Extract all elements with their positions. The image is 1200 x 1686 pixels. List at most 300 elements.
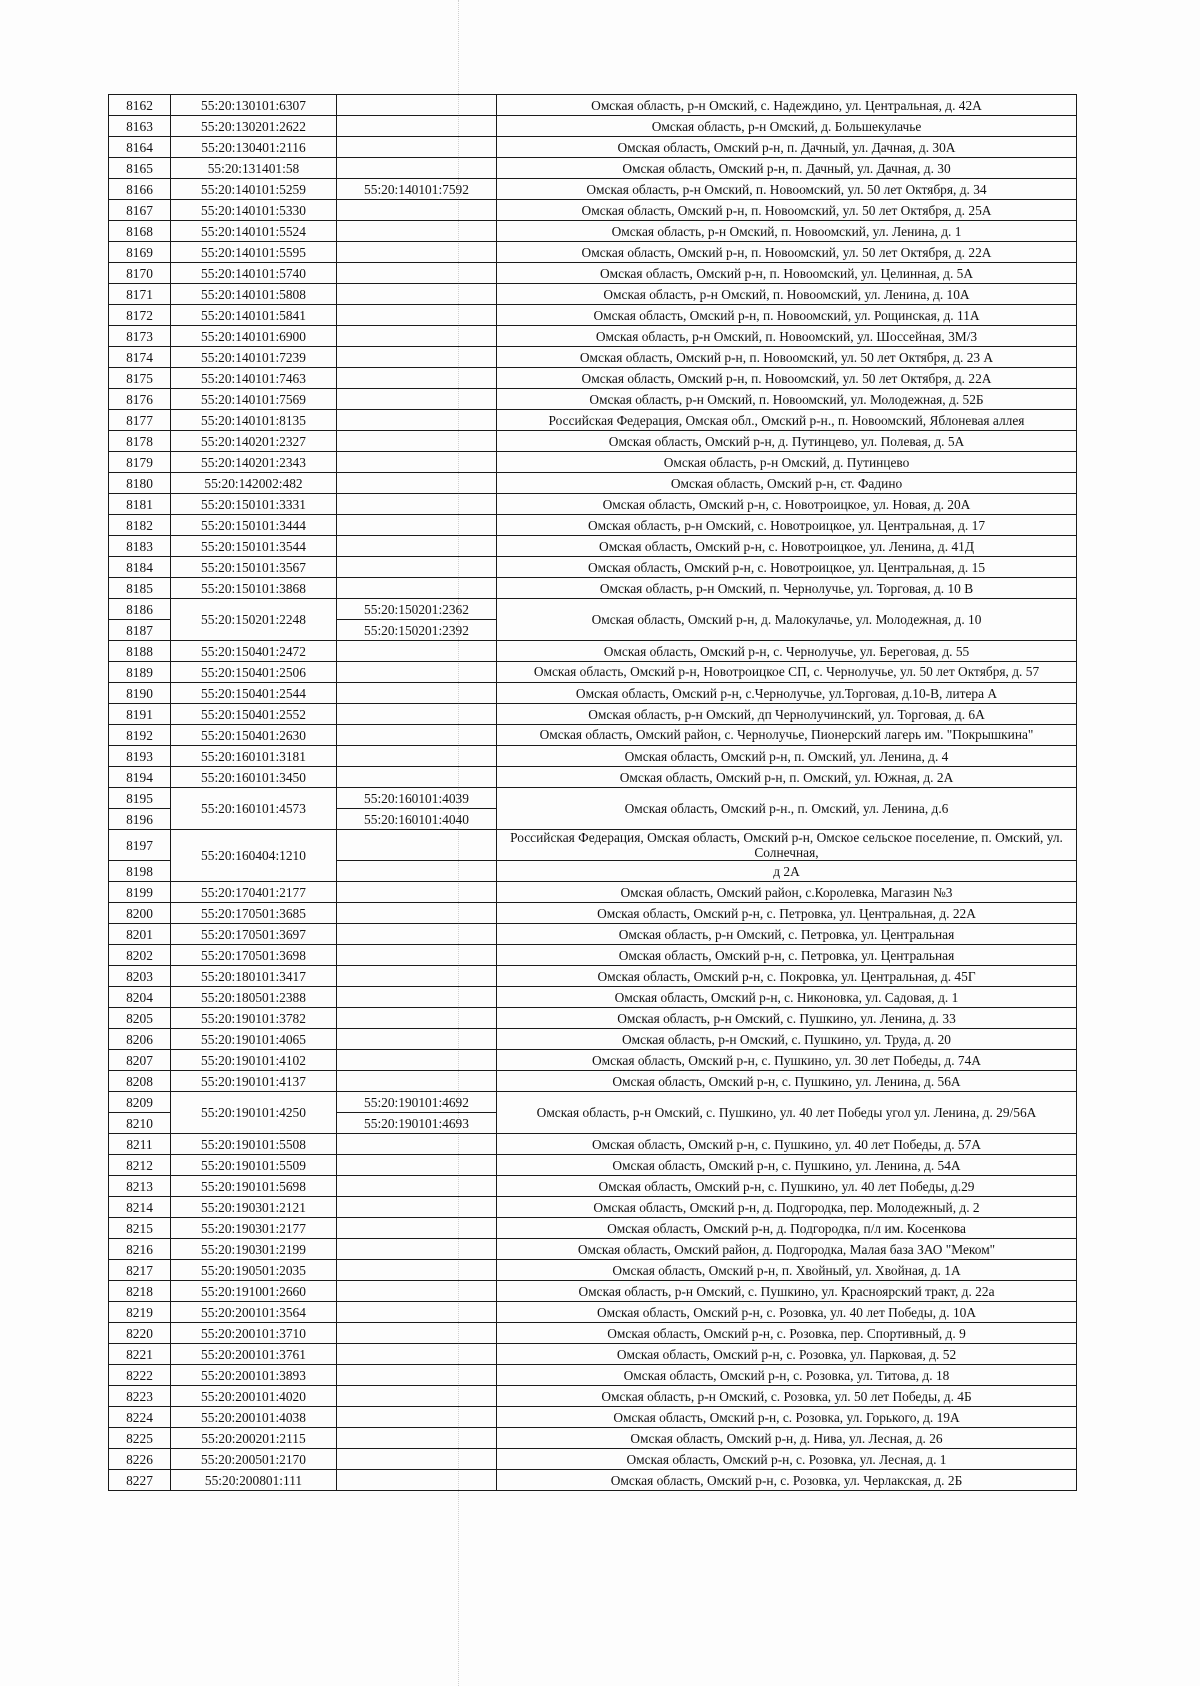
row-number: 8189 (109, 662, 171, 683)
address: Омская область, р-н Омский, с. Надеждино, ул. Центральная, д. 42А (497, 95, 1077, 116)
related-cadastral-number: 55:20:160101:4039 (337, 788, 497, 809)
table-row (109, 1050, 1077, 1071)
row-number: 8221 (109, 1344, 171, 1365)
row-number: 8184 (109, 557, 171, 578)
address: Омская область, Омский р-н, с. Новотроицкое, ул. Ленина, д. 41Д (497, 536, 1077, 557)
row-number: 8194 (109, 767, 171, 788)
row-number: 8168 (109, 221, 171, 242)
related-cadastral-number: 55:20:190101:4693 (337, 1113, 497, 1134)
address: Омская область, Омский р-н, п. Омский, ул. Ленина, д. 4 (497, 746, 1077, 767)
address: Омская область, Омский р-н, с. Розовка, ул. Титова, д. 18 (497, 1365, 1077, 1386)
row-number: 8187 (109, 620, 171, 641)
related-cadastral-number (337, 410, 497, 431)
row-number: 8169 (109, 242, 171, 263)
related-cadastral-number (337, 924, 497, 945)
cadastral-number: 55:20:190101:4065 (171, 1029, 337, 1050)
related-cadastral-number (337, 767, 497, 788)
related-cadastral-number (337, 284, 497, 305)
table-row (109, 137, 1077, 158)
cadastral-number: 55:20:150401:2506 (171, 662, 337, 683)
table-row (109, 1386, 1077, 1407)
address: Омская область, Омский р-н, п. Новоомский, ул. 50 лет Октября, д. 25А (497, 200, 1077, 221)
row-number: 8190 (109, 683, 171, 704)
related-cadastral-number (337, 1008, 497, 1029)
cadastral-number: 55:20:150101:3567 (171, 557, 337, 578)
row-number: 8208 (109, 1071, 171, 1092)
row-number: 8162 (109, 95, 171, 116)
cadastral-number: 55:20:160404:1210 (171, 830, 337, 882)
table-row (109, 662, 1077, 683)
row-number: 8188 (109, 641, 171, 662)
related-cadastral-number (337, 704, 497, 725)
cadastral-number: 55:20:130101:6307 (171, 95, 337, 116)
address: Омская область, Омский р-н, д. Подгородка, п/л им. Косенкова (497, 1218, 1077, 1239)
related-cadastral-number: 55:20:190101:4692 (337, 1092, 497, 1113)
registry-table (108, 94, 1077, 1491)
table-row (109, 347, 1077, 368)
row-number: 8197 (109, 830, 171, 861)
table-row (109, 1323, 1077, 1344)
related-cadastral-number (337, 1155, 497, 1176)
related-cadastral-number (337, 305, 497, 326)
related-cadastral-number (337, 200, 497, 221)
cadastral-number: 55:20:190301:2199 (171, 1239, 337, 1260)
table-row (109, 767, 1077, 788)
address: Российская Федерация, Омская область, Омский р-н, Омское сельское поселение, п. Омский, ул. Солнечная, (497, 830, 1077, 861)
cadastral-number: 55:20:150101:3331 (171, 494, 337, 515)
cadastral-number: 55:20:160101:4573 (171, 788, 337, 830)
related-cadastral-number (337, 1218, 497, 1239)
table-row (109, 263, 1077, 284)
related-cadastral-number (337, 903, 497, 924)
table-row (109, 179, 1077, 200)
related-cadastral-number: 55:20:140101:7592 (337, 179, 497, 200)
cadastral-number: 55:20:170501:3697 (171, 924, 337, 945)
cadastral-number: 55:20:200501:2170 (171, 1449, 337, 1470)
row-number: 8195 (109, 788, 171, 809)
related-cadastral-number (337, 473, 497, 494)
related-cadastral-number (337, 95, 497, 116)
address: Омская область, Омский р-н, с. Новотроицкое, ул. Центральная, д. 15 (497, 557, 1077, 578)
cadastral-number: 55:20:140201:2327 (171, 431, 337, 452)
cadastral-number: 55:20:140101:6900 (171, 326, 337, 347)
table-row (109, 1344, 1077, 1365)
related-cadastral-number (337, 1029, 497, 1050)
row-number: 8217 (109, 1260, 171, 1281)
row-number: 8207 (109, 1050, 171, 1071)
cadastral-number: 55:20:140101:5524 (171, 221, 337, 242)
related-cadastral-number: 55:20:150201:2392 (337, 620, 497, 641)
related-cadastral-number (337, 263, 497, 284)
table-row (109, 882, 1077, 903)
related-cadastral-number (337, 431, 497, 452)
table-row (109, 1029, 1077, 1050)
related-cadastral-number (337, 1302, 497, 1323)
address: Омская область, Омский р-н, п. Новоомский, ул. 50 лет Октября, д. 22А (497, 242, 1077, 263)
row-number: 8211 (109, 1134, 171, 1155)
cadastral-number: 55:20:140201:2343 (171, 452, 337, 473)
row-number: 8182 (109, 515, 171, 536)
related-cadastral-number (337, 1428, 497, 1449)
address: Омская область, Омский р-н, с. Петровка, ул. Центральная, д. 22А (497, 903, 1077, 924)
table-row (109, 1197, 1077, 1218)
address: Омская область, р-н Омский, п. Чернолучье, ул. Торговая, д. 10 В (497, 578, 1077, 599)
cadastral-number: 55:20:190101:4250 (171, 1092, 337, 1134)
row-number: 8200 (109, 903, 171, 924)
table-row (109, 683, 1077, 704)
cadastral-number: 55:20:130201:2622 (171, 116, 337, 137)
row-number: 8186 (109, 599, 171, 620)
related-cadastral-number (337, 389, 497, 410)
table-row (109, 1239, 1077, 1260)
cadastral-number: 55:20:160101:3181 (171, 746, 337, 767)
address: Омская область, Омский р-н, д. Путинцево, ул. Полевая, д. 5А (497, 431, 1077, 452)
related-cadastral-number (337, 1071, 497, 1092)
address: Омская область, р-н Омский, д. Большекулачье (497, 116, 1077, 137)
address: Омская область, р-н Омский, п. Новоомский, ул. Ленина, д. 10А (497, 284, 1077, 305)
address: Омская область, Омский р-н, д. Подгородка, пер. Молодежный, д. 2 (497, 1197, 1077, 1218)
address: Омская область, Омский р-н, с. Пушкино, ул. Ленина, д. 54А (497, 1155, 1077, 1176)
address: Омская область, Омский р-н, п. Новоомский, ул. Рощинская, д. 11А (497, 305, 1077, 326)
cadastral-number: 55:20:170501:3685 (171, 903, 337, 924)
cadastral-number: 55:20:200101:4038 (171, 1407, 337, 1428)
row-number: 8212 (109, 1155, 171, 1176)
table-row (109, 368, 1077, 389)
cadastral-number: 55:20:180501:2388 (171, 987, 337, 1008)
row-number: 8174 (109, 347, 171, 368)
table-row (109, 515, 1077, 536)
address: Омская область, р-н Омский, п. Новоомский, ул. Молодежная, д. 52Б (497, 389, 1077, 410)
address: Омская область, Омский р-н, п. Омский, ул. Южная, д. 2А (497, 767, 1077, 788)
address: Омская область, р-н Омский, п. Новоомский, ул. Ленина, д. 1 (497, 221, 1077, 242)
table-row (109, 945, 1077, 966)
row-number: 8167 (109, 200, 171, 221)
cadastral-number: 55:20:190101:5698 (171, 1176, 337, 1197)
row-number: 8170 (109, 263, 171, 284)
related-cadastral-number (337, 1134, 497, 1155)
cadastral-number: 55:20:200101:3564 (171, 1302, 337, 1323)
related-cadastral-number (337, 683, 497, 704)
table-row (109, 452, 1077, 473)
table-row (109, 326, 1077, 347)
related-cadastral-number (337, 221, 497, 242)
cadastral-number: 55:20:150201:2248 (171, 599, 337, 641)
cadastral-number: 55:20:140101:5808 (171, 284, 337, 305)
address: Омская область, Омский р-н, с. Чернолучье, ул. Береговая, д. 55 (497, 641, 1077, 662)
related-cadastral-number: 55:20:150201:2362 (337, 599, 497, 620)
row-number: 8203 (109, 966, 171, 987)
row-number: 8199 (109, 882, 171, 903)
row-number: 8175 (109, 368, 171, 389)
cadastral-number: 55:20:150101:3544 (171, 536, 337, 557)
address: Омская область, Омский р-н, с. Розовка, ул. Парковая, д. 52 (497, 1344, 1077, 1365)
address: Омская область, р-н Омский, с. Пушкино, ул. Труда, д. 20 (497, 1029, 1077, 1050)
related-cadastral-number (337, 1365, 497, 1386)
address: Омская область, Омский р-н, с. Розовка, ул. Черлакская, д. 2Б (497, 1470, 1077, 1491)
cadastral-number: 55:20:190101:5509 (171, 1155, 337, 1176)
table-row (109, 1470, 1077, 1491)
table-row (109, 1449, 1077, 1470)
row-number: 8202 (109, 945, 171, 966)
table-row (109, 641, 1077, 662)
registry-table-body (109, 95, 1077, 1491)
row-number: 8225 (109, 1428, 171, 1449)
address: Омская область, р-н Омский, с. Розовка, ул. 50 лет Победы, д. 4Б (497, 1386, 1077, 1407)
related-cadastral-number (337, 987, 497, 1008)
table-row (109, 578, 1077, 599)
table-row (109, 987, 1077, 1008)
address: Омская область, Омский р-н, п. Дачный, ул. Дачная, д. 30А (497, 137, 1077, 158)
cadastral-number: 55:20:140101:7239 (171, 347, 337, 368)
address: Омская область, р-н Омский, с. Пушкино, ул. Красноярский тракт, д. 22а (497, 1281, 1077, 1302)
row-number: 8223 (109, 1386, 171, 1407)
cadastral-number: 55:20:150401:2472 (171, 641, 337, 662)
cadastral-number: 55:20:170501:3698 (171, 945, 337, 966)
cadastral-number: 55:20:140101:5740 (171, 263, 337, 284)
row-number: 8193 (109, 746, 171, 767)
related-cadastral-number (337, 1260, 497, 1281)
related-cadastral-number (337, 137, 497, 158)
row-number: 8180 (109, 473, 171, 494)
table-row (109, 473, 1077, 494)
row-number: 8213 (109, 1176, 171, 1197)
table-row (109, 1281, 1077, 1302)
address: Омская область, Омский р-н, п. Новоомский, ул. 50 лет Октября, д. 23 А (497, 347, 1077, 368)
table-row (109, 725, 1077, 746)
row-number: 8178 (109, 431, 171, 452)
related-cadastral-number (337, 1197, 497, 1218)
table-row (109, 966, 1077, 987)
table-row (109, 116, 1077, 137)
table-row (109, 1155, 1077, 1176)
row-number: 8163 (109, 116, 171, 137)
table-row (109, 1302, 1077, 1323)
cadastral-number: 55:20:142002:482 (171, 473, 337, 494)
row-number: 8171 (109, 284, 171, 305)
table-row (109, 599, 1077, 620)
row-number: 8185 (109, 578, 171, 599)
related-cadastral-number (337, 158, 497, 179)
address: Омская область, Омский р-н, с. Никоновка, ул. Садовая, д. 1 (497, 987, 1077, 1008)
address: Омская область, р-н Омский, п. Новоомский, ул. Шоссейная, 3М/3 (497, 326, 1077, 347)
row-number: 8192 (109, 725, 171, 746)
address: Омская область, Омский р-н, с.Чернолучье, ул.Торговая, д.10-В, литера А (497, 683, 1077, 704)
address: Омская область, Омский р-н, с. Пушкино, ул. 30 лет Победы, д. 74А (497, 1050, 1077, 1071)
row-number: 8227 (109, 1470, 171, 1491)
table-row (109, 200, 1077, 221)
row-number: 8219 (109, 1302, 171, 1323)
table-row (109, 1218, 1077, 1239)
address: Омская область, р-н Омский, дп Чернолучинский, ул. Торговая, д. 6А (497, 704, 1077, 725)
address: Омская область, Омский р-н, с. Покровка, ул. Центральная, д. 45Г (497, 966, 1077, 987)
table-row (109, 1407, 1077, 1428)
row-number: 8224 (109, 1407, 171, 1428)
table-row (109, 95, 1077, 116)
table-row (109, 903, 1077, 924)
row-number: 8226 (109, 1449, 171, 1470)
related-cadastral-number (337, 116, 497, 137)
table-row (109, 1008, 1077, 1029)
cadastral-number: 55:20:180101:3417 (171, 966, 337, 987)
cadastral-number: 55:20:140101:5259 (171, 179, 337, 200)
address: Омская область, Омский р-н, с. Пушкино, ул. 40 лет Победы, д. 57А (497, 1134, 1077, 1155)
cadastral-number: 55:20:191001:2660 (171, 1281, 337, 1302)
row-number: 8196 (109, 809, 171, 830)
related-cadastral-number (337, 578, 497, 599)
cadastral-number: 55:20:200101:3761 (171, 1344, 337, 1365)
cadastral-number: 55:20:140101:5595 (171, 242, 337, 263)
related-cadastral-number (337, 830, 497, 861)
related-cadastral-number (337, 242, 497, 263)
address: Омская область, Омский р-н, с. Розовка, ул. Лесная, д. 1 (497, 1449, 1077, 1470)
related-cadastral-number (337, 1323, 497, 1344)
table-row (109, 924, 1077, 945)
related-cadastral-number (337, 557, 497, 578)
table-row (109, 1365, 1077, 1386)
address: Российская Федерация, Омская обл., Омский р-н., п. Новоомский, Яблоневая аллея (497, 410, 1077, 431)
cadastral-number: 55:20:160101:3450 (171, 767, 337, 788)
related-cadastral-number (337, 945, 497, 966)
table-row (109, 830, 1077, 861)
address: Омская область, р-н Омский, с. Пушкино, ул. 40 лет Победы угол ул. Ленина, д. 29/56А (497, 1092, 1077, 1134)
cadastral-number: 55:20:170401:2177 (171, 882, 337, 903)
row-number: 8204 (109, 987, 171, 1008)
row-number: 8181 (109, 494, 171, 515)
related-cadastral-number (337, 515, 497, 536)
table-row (109, 221, 1077, 242)
related-cadastral-number (337, 347, 497, 368)
related-cadastral-number (337, 1470, 497, 1491)
related-cadastral-number (337, 725, 497, 746)
cadastral-number: 55:20:190501:2035 (171, 1260, 337, 1281)
cadastral-number: 55:20:150401:2544 (171, 683, 337, 704)
row-number: 8201 (109, 924, 171, 945)
address: Омская область, Омский р-н, с. Пушкино, ул. Ленина, д. 56А (497, 1071, 1077, 1092)
address: Омская область, Омский р-н, п. Хвойный, ул. Хвойная, д. 1А (497, 1260, 1077, 1281)
row-number: 8210 (109, 1113, 171, 1134)
cadastral-number: 55:20:150101:3868 (171, 578, 337, 599)
cadastral-number: 55:20:140101:7463 (171, 368, 337, 389)
table-row (109, 284, 1077, 305)
table-row (109, 1176, 1077, 1197)
row-number: 8205 (109, 1008, 171, 1029)
row-number: 8218 (109, 1281, 171, 1302)
related-cadastral-number (337, 1344, 497, 1365)
related-cadastral-number (337, 641, 497, 662)
table-row (109, 431, 1077, 452)
address: Омская область, Омский р-н, с. Новотроицкое, ул. Новая, д. 20А (497, 494, 1077, 515)
cadastral-number: 55:20:200101:4020 (171, 1386, 337, 1407)
cadastral-number: 55:20:150401:2552 (171, 704, 337, 725)
address: Омская область, Омский район, д. Подгородка, Малая база ЗАО "Меком" (497, 1239, 1077, 1260)
cadastral-number: 55:20:190301:2177 (171, 1218, 337, 1239)
cadastral-number: 55:20:190101:5508 (171, 1134, 337, 1155)
table-row (109, 410, 1077, 431)
table-row (109, 1260, 1077, 1281)
related-cadastral-number (337, 966, 497, 987)
row-number: 8177 (109, 410, 171, 431)
address: Омская область, р-н Омский, д. Путинцево (497, 452, 1077, 473)
address: Омская область, Омский район, с.Королевка, Магазин №3 (497, 882, 1077, 903)
table-row (109, 242, 1077, 263)
cadastral-number: 55:20:131401:58 (171, 158, 337, 179)
address: Омская область, Омский р-н, с. Петровка, ул. Центральная (497, 945, 1077, 966)
cadastral-number: 55:20:190301:2121 (171, 1197, 337, 1218)
cadastral-number: 55:20:200801:111 (171, 1470, 337, 1491)
table-row (109, 389, 1077, 410)
row-number: 8206 (109, 1029, 171, 1050)
table-row (109, 1071, 1077, 1092)
address: д 2А (497, 861, 1077, 882)
related-cadastral-number (337, 452, 497, 473)
row-number: 8215 (109, 1218, 171, 1239)
related-cadastral-number (337, 746, 497, 767)
table-row (109, 557, 1077, 578)
table-row (109, 305, 1077, 326)
address: Омская область, Омский р-н, с. Пушкино, ул. 40 лет Победы, д.29 (497, 1176, 1077, 1197)
cadastral-number: 55:20:200101:3710 (171, 1323, 337, 1344)
address: Омская область, Омский р-н, п. Новоомский, ул. Целинная, д. 5А (497, 263, 1077, 284)
address: Омская область, Омский р-н, с. Розовка, ул. 40 лет Победы, д. 10А (497, 1302, 1077, 1323)
table-row (109, 746, 1077, 767)
related-cadastral-number (337, 1176, 497, 1197)
cadastral-number: 55:20:190101:4137 (171, 1071, 337, 1092)
related-cadastral-number (337, 536, 497, 557)
row-number: 8164 (109, 137, 171, 158)
row-number: 8166 (109, 179, 171, 200)
table-row (109, 494, 1077, 515)
address: Омская область, Омский р-н, Новотроицкое СП, с. Чернолучье, ул. 50 лет Октября, д. 57 (497, 662, 1077, 683)
row-number: 8220 (109, 1323, 171, 1344)
cadastral-number: 55:20:150401:2630 (171, 725, 337, 746)
related-cadastral-number (337, 1449, 497, 1470)
address: Омская область, р-н Омский, с. Пушкино, ул. Ленина, д. 33 (497, 1008, 1077, 1029)
row-number: 8176 (109, 389, 171, 410)
row-number: 8165 (109, 158, 171, 179)
table-row (109, 1134, 1077, 1155)
row-number: 8173 (109, 326, 171, 347)
row-number: 8183 (109, 536, 171, 557)
address: Омская область, Омский р-н, ст. Фадино (497, 473, 1077, 494)
table-row (109, 158, 1077, 179)
address: Омская область, р-н Омский, с. Петровка, ул. Центральная (497, 924, 1077, 945)
related-cadastral-number (337, 662, 497, 683)
address: Омская область, Омский район, с. Чернолучье, Пионерский лагерь им. "Покрышкина" (497, 725, 1077, 746)
cadastral-number: 55:20:150101:3444 (171, 515, 337, 536)
cadastral-number: 55:20:140101:5330 (171, 200, 337, 221)
address: Омская область, Омский р-н, д. Малокулачье, ул. Молодежная, д. 10 (497, 599, 1077, 641)
cadastral-number: 55:20:200201:2115 (171, 1428, 337, 1449)
row-number: 8179 (109, 452, 171, 473)
row-number: 8172 (109, 305, 171, 326)
row-number: 8209 (109, 1092, 171, 1113)
related-cadastral-number (337, 326, 497, 347)
cadastral-number: 55:20:190101:3782 (171, 1008, 337, 1029)
row-number: 8214 (109, 1197, 171, 1218)
cadastral-number: 55:20:140101:8135 (171, 410, 337, 431)
table-row (109, 1092, 1077, 1113)
address: Омская область, Омский р-н, с. Розовка, ул. Горького, д. 19А (497, 1407, 1077, 1428)
cadastral-number: 55:20:130401:2116 (171, 137, 337, 158)
related-cadastral-number (337, 861, 497, 882)
table-row (109, 536, 1077, 557)
cadastral-number: 55:20:190101:4102 (171, 1050, 337, 1071)
related-cadastral-number (337, 1281, 497, 1302)
related-cadastral-number (337, 1050, 497, 1071)
address: Омская область, р-н Омский, с. Новотроицкое, ул. Центральная, д. 17 (497, 515, 1077, 536)
address: Омская область, Омский р-н, д. Нива, ул. Лесная, д. 26 (497, 1428, 1077, 1449)
address: Омская область, Омский р-н, с. Розовка, пер. Спортивный, д. 9 (497, 1323, 1077, 1344)
